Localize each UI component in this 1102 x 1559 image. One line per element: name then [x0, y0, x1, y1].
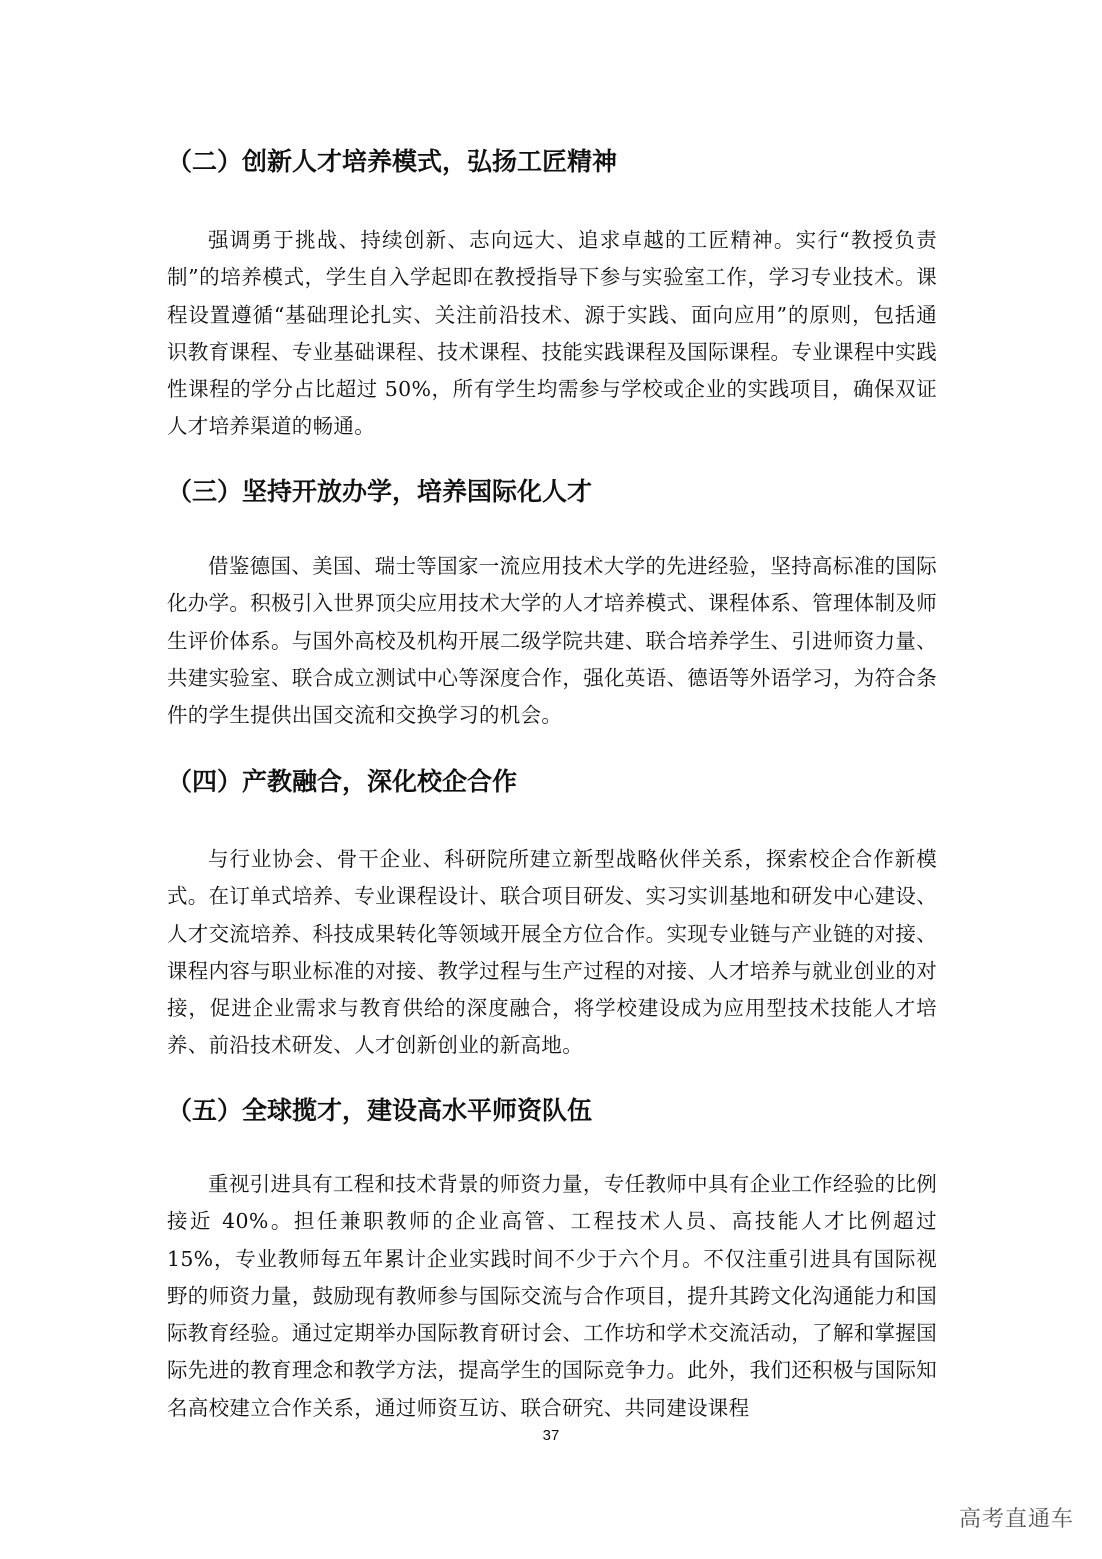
section-heading-5: （五）全球揽才，建设高水平师资队伍 — [167, 1096, 593, 1125]
watermark-text: 高考直通车 — [958, 1507, 1074, 1532]
section-paragraph-4: 与行业协会、骨干企业、科研院所建立新型战略伙伴关系，探索校企合作新模式。在订单式培养、专业课程设计、联合项目研发、实习实训基地和研发中心建设、人才交流培养、科技成果转化等领域开展全方位合作。实现专业链与产业链的对接、课程内容与职业标准的对接、教学过程与生产过程的对接、人才培养与就业创业的对接，促进企业需求与教育供给的深度融合，将学校建设成为应用型技术技能人才培养、前沿技术研发、人才创新创业的新高地。 — [167, 847, 937, 1058]
page-number: 37 — [542, 1427, 560, 1444]
section-paragraph-5: 重视引进具有工程和技术背景的师资力量，专任教师中具有企业工作经验的比例接近 40%。担任兼职教师的企业高管、工程技术人员、高技能人才比例超过 15%，专业教师每五年累计企业实践时间不少于六个月。不仅注重引进具有国际视野的师资力量，鼓励现有教师参与国际交流与合作项目，提升其跨文化沟通能力和国际教育经验。通过定期举办国际教育研讨会、工作坊和学术交流活动，了解和掌握国际先进的教育理念和教学方法，提高学生的国际竞争力。此外，我们还积极与国际知名高校建立合作关系，通过师资互访、联合研究、共同建设课程 — [167, 1172, 937, 1420]
section-heading-4: （四）产教融合，深化校企合作 — [167, 767, 518, 796]
section-heading-3: （三）坚持开放办学，培养国际化人才 — [167, 477, 593, 506]
section-paragraph-2: 强调勇于挑战、持续创新、志向远大、追求卓越的工匠精神。实行“教授负责制”的培养模式，学生自入学起即在教授指导下参与实验室工作，学习专业技术。课程设置遵循“基础理论扎实、关注前沿技术、源于实践、面向应用”的原则，包括通识教育课程、专业基础课程、技术课程、技能实践课程及国际课程。专业课程中实践性课程的学分占比超过 50%，所有学生均需参与学校或企业的实践项目，确保双证人才培养渠道的畅通。 — [167, 228, 937, 439]
section-paragraph-3: 借鉴德国、美国、瑞士等国家一流应用技术大学的先进经验，坚持高标准的国际化办学。积极引入世界顶尖应用技术大学的人才培养模式、课程体系、管理体制及师生评价体系。与国外高校及机构开展二级学院共建、联合培养学生、引进师资力量、共建实验室、联合成立测试中心等深度合作，强化英语、德语等外语学习，为符合条件的学生提供出国交流和交换学习的机会。 — [167, 554, 937, 728]
section-heading-2: （二）创新人才培养模式，弘扬工匠精神 — [167, 147, 618, 176]
